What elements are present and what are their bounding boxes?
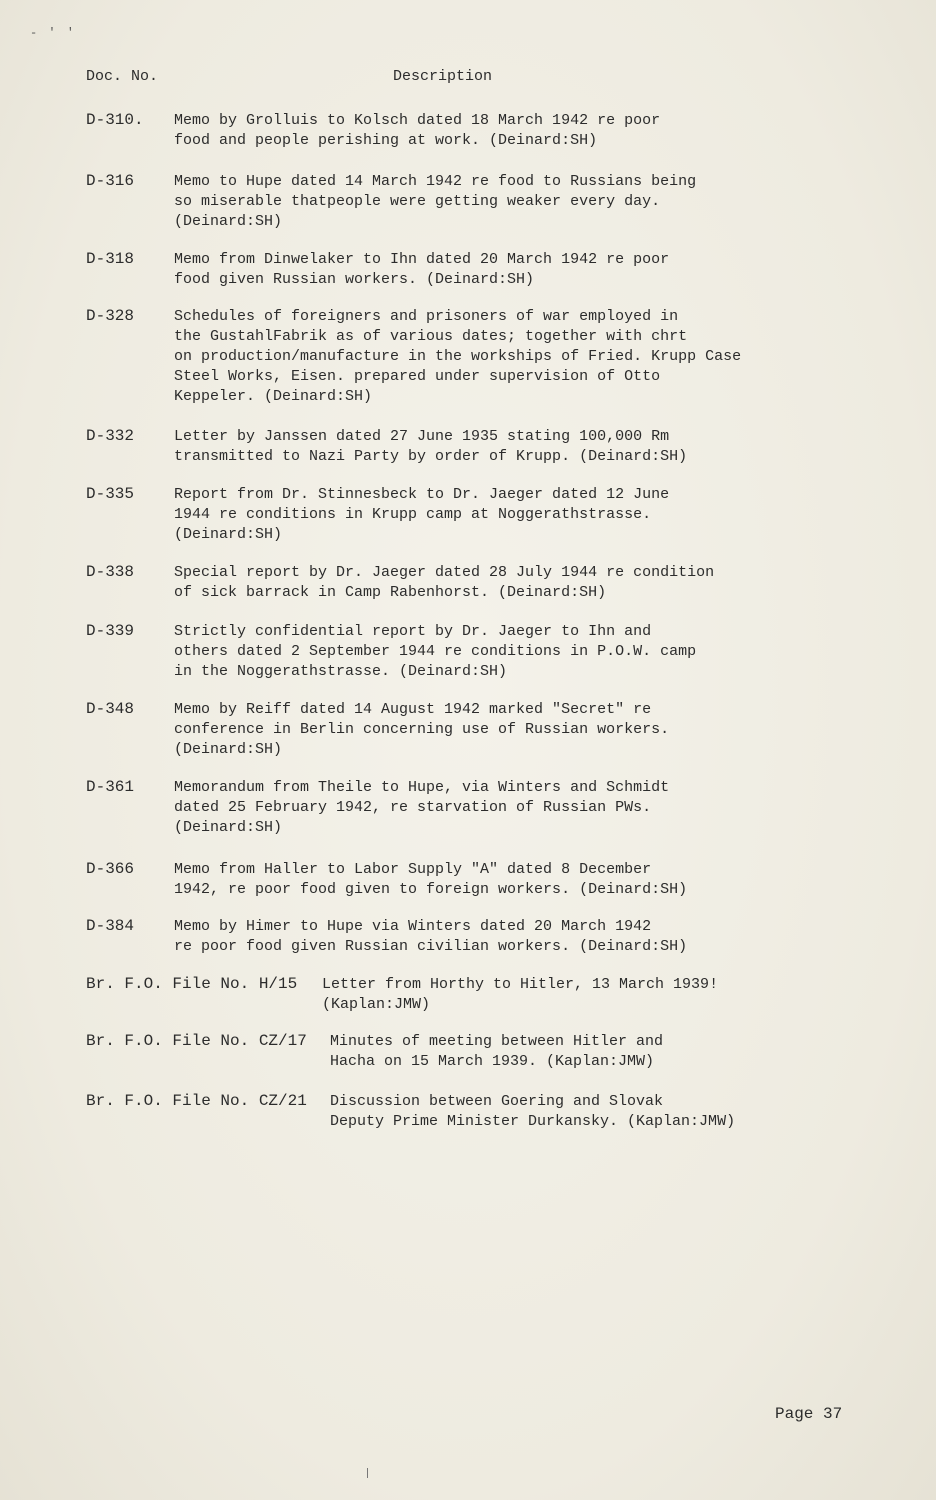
doc-description: Memo by Himer to Hupe via Winters dated 20 March 1942 re poor food given Russian civilian workers. (Deinard:SH) bbox=[174, 918, 688, 955]
doc-number: D-332 bbox=[86, 427, 135, 445]
doc-number: Br. F.O. File No. H/15 bbox=[86, 975, 298, 993]
doc-number: D-316 bbox=[86, 172, 135, 190]
doc-number: D-348 bbox=[86, 700, 135, 718]
doc-description: Letter from Horthy to Hitler, 13 March 1939! (Kaplan:JMW) bbox=[322, 976, 719, 1013]
doc-description: Schedules of foreigners and prisoners of war employed in the GustahlFabrik as of various dates; together with chrt on production/manufacture in the workships of Fried. Krupp Case Steel Works, Eisen. prepared under supervision of Otto Keppeler. (Deinard:SH) bbox=[174, 308, 742, 405]
doc-number: Br. F.O. File No. CZ/17 bbox=[86, 1032, 307, 1050]
doc-number: D-366 bbox=[86, 860, 135, 878]
corner-mark: - ' ' bbox=[30, 26, 77, 40]
doc-description: Minutes of meeting between Hitler and Hacha on 15 March 1939. (Kaplan:JMW) bbox=[330, 1033, 664, 1070]
doc-description: Memo from Haller to Labor Supply "A" dated 8 December 1942, re poor food given to foreign workers. (Deinard:SH) bbox=[174, 861, 688, 898]
page-number: Page 37 bbox=[775, 1405, 843, 1423]
doc-number: D-328 bbox=[86, 307, 135, 325]
doc-description: Memorandum from Theile to Hupe, via Winters and Schmidt dated 25 February 1942, re starvation of Russian PWs. (Deinard:SH) bbox=[174, 779, 670, 836]
doc-description: Memo from Dinwelaker to Ihn dated 20 March 1942 re poor food given Russian workers. (Deinard:SH) bbox=[174, 251, 670, 288]
doc-number: D-335 bbox=[86, 485, 135, 503]
page-edge-mark bbox=[367, 1468, 368, 1478]
doc-description: Report from Dr. Stinnesbeck to Dr. Jaeger dated 12 June 1944 re conditions in Krupp camp at Noggerathstrasse. (Deinard:SH) bbox=[174, 486, 670, 543]
column-header-doc-no: Doc. No. bbox=[86, 68, 159, 85]
column-header-description: Description bbox=[393, 68, 493, 85]
doc-number: Br. F.O. File No. CZ/21 bbox=[86, 1092, 307, 1110]
doc-description: Letter by Janssen dated 27 June 1935 stating 100,000 Rm transmitted to Nazi Party by order of Krupp. (Deinard:SH) bbox=[174, 428, 688, 465]
doc-number: D-318 bbox=[86, 250, 135, 268]
doc-description: Strictly confidential report by Dr. Jaeger to Ihn and others dated 2 September 1944 re conditions in P.O.W. camp in the Noggerathstrasse. (Deinard:SH) bbox=[174, 623, 697, 680]
doc-description: Memo to Hupe dated 14 March 1942 re food to Russians being so miserable thatpeople were getting weaker every day. (Deinard:SH) bbox=[174, 173, 697, 230]
doc-number: D-384 bbox=[86, 917, 135, 935]
doc-number: D-310. bbox=[86, 111, 144, 129]
doc-description: Memo by Grolluis to Kolsch dated 18 March 1942 re poor food and people perishing at work. (Deinard:SH) bbox=[174, 112, 661, 149]
doc-number: D-338 bbox=[86, 563, 135, 581]
doc-description: Discussion between Goering and Slovak Deputy Prime Minister Durkansky. (Kaplan:JMW) bbox=[330, 1093, 736, 1130]
doc-number: D-361 bbox=[86, 778, 135, 796]
doc-number: D-339 bbox=[86, 622, 135, 640]
doc-description: Memo by Reiff dated 14 August 1942 marked "Secret" re conference in Berlin concerning use of Russian workers. (Deinard:SH) bbox=[174, 701, 670, 758]
doc-description: Special report by Dr. Jaeger dated 28 July 1944 re condition of sick barrack in Camp Rabenhorst. (Deinard:SH) bbox=[174, 564, 715, 601]
